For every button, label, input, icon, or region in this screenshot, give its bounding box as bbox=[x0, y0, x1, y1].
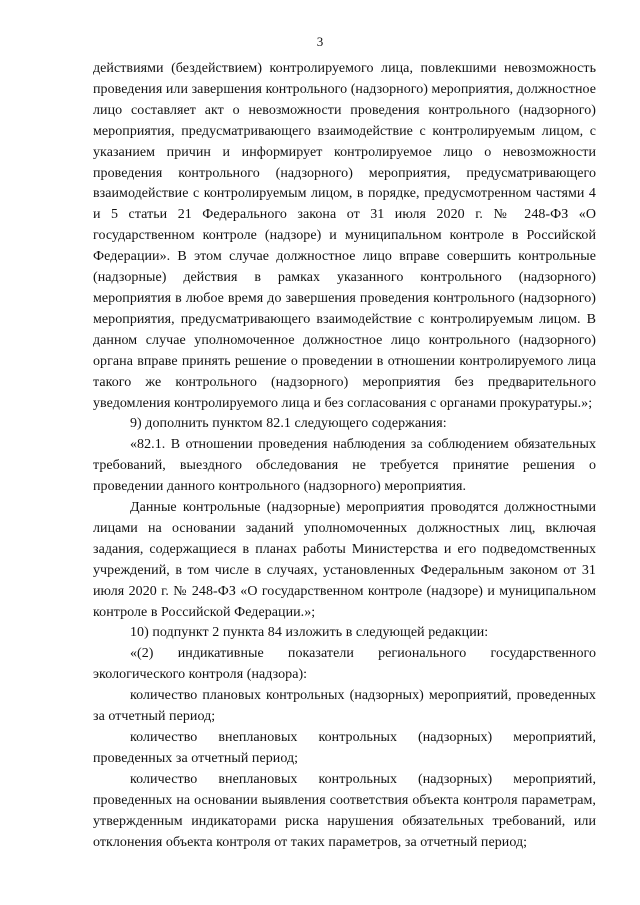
paragraph-continuation: действиями (бездействием) контролируемого лица, повлекшими невозможность проведения или завершения контрольного (надзорного) мероприятия, должностное лицо составляет акт о невозможности проведения контрольного (надзорного) мероприятия, предусматривающего взаимодействие с контролируемым лицом, с указанием причин и информирует контролируемое лицо о невозможности проведения контрольного (надзорного) мероприятия, предусматривающего взаимодействие с контролируемым лицом, в порядке, предусмотренном частями 4 и 5 статьи 21 Федерального закона от 31 июля 2020 г. № 248-ФЗ «О государственном контроле (надзоре) и муниципальном контроле в Российской Федерации». В этом случае должностное лицо вправе совершить контрольные (надзорные) действия в рамках указанного контрольного (надзорного) мероприятия в любое время до завершения проведения контрольного (надзорного) мероприятия, предусматривающего взаимодействие с контролируемым лицом. В данном случае уполномоченное должностное лицо контрольного (надзорного) органа вправе принять решение о проведении в отношении контролируемого лица такого же контрольного (надзорного) мероприятия без предварительного уведомления контролируемого лица и без согласования с органами прокуратуры.»; bbox=[93, 61, 596, 411]
paragraph-indicator-risk-based: количество внеплановых контрольных (надзорных) мероприятий, проведенных на основании выявления соответствия объекта контроля параметрам, утвержденным индикаторами риска нарушения обязательных требований, или отклонения объекта контроля от таких параметров, за отчетный период; bbox=[93, 771, 596, 850]
paragraph-indicator-unplanned: количество внеплановых контрольных (надзорных) мероприятий, проведенных за отчетный период; bbox=[93, 730, 596, 766]
document-body bbox=[93, 59, 596, 853]
paragraph-item-10: 10) подпункт 2 пункта 84 изложить в следующей редакции: bbox=[130, 625, 489, 641]
paragraph-control-measures: Данные контрольные (надзорные) мероприятия проводятся должностными лицами на основании заданий уполномоченных должностных лиц, включая задания, содержащиеся в планах работы Министерства и его подведомственных учреждений, в том числе в случаях, установленных Федеральным законом от 31 июля 2020 г. № 248-ФЗ «О государственном контроле (надзоре) и муниципальном контроле в Российской Федерации.»; bbox=[93, 500, 596, 620]
paragraph-indicator-planned: количество плановых контрольных (надзорных) мероприятий, проведенных за отчетный период; bbox=[93, 688, 596, 725]
paragraph-indicators-heading: «(2) индикативные показатели регионального государственного экологического контроля (надзора): bbox=[93, 646, 596, 683]
paragraph-clause-82-1: «82.1. В отношении проведения наблюдения за соблюдением обязательных требований, выездного обследования не требуется принятие решения о проведении данного контрольного (надзорного) мероприятия. bbox=[93, 437, 596, 495]
page-number: 3 bbox=[316, 34, 324, 49]
paragraph-item-9: 9) дополнить пунктом 82.1 следующего содержания: bbox=[130, 416, 447, 432]
